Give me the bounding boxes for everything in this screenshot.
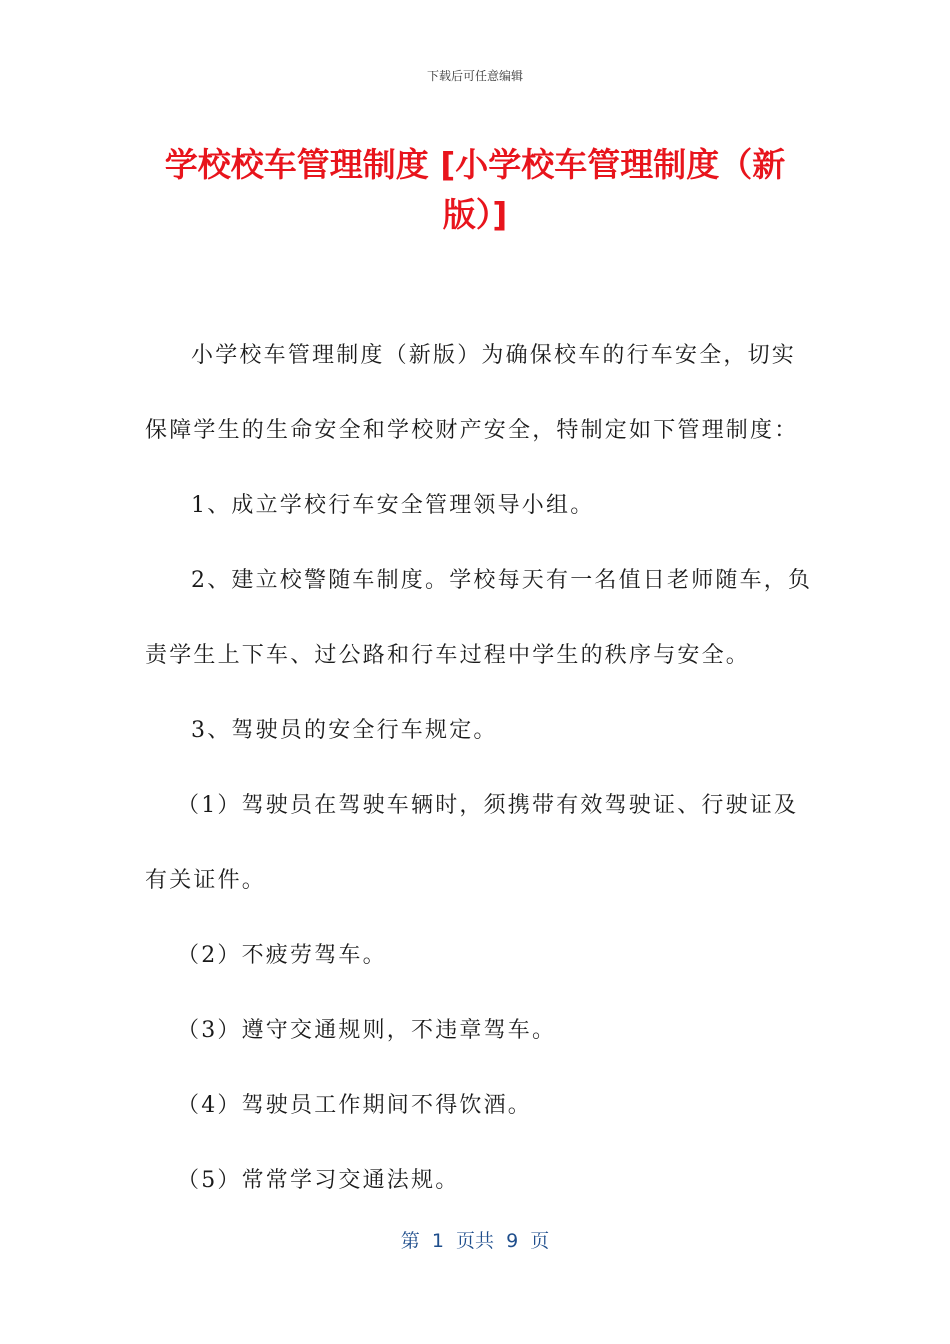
- item-3: 3、驾驶员的安全行车规定。: [191, 718, 498, 743]
- sub-item-5: （5）常常学习交通法规。: [177, 1168, 460, 1193]
- sub-item-1-line1: （1）驾驶员在驾驶车辆时，须携带有效驾驶证、行驶证及: [177, 793, 799, 818]
- intro-paragraph-line2: 保障学生的生命安全和学校财产安全，特制定如下管理制度：: [145, 418, 799, 443]
- document-title: 学校校车管理制度 [小学校车管理制度（新版）]: [164, 145, 786, 234]
- page-number-footer: 第 1 页共 9 页: [400, 1230, 550, 1252]
- item-1: 1、成立学校行车安全管理领导小组。: [191, 493, 595, 518]
- sub-item-4: （4）驾驶员工作期间不得饮酒。: [177, 1093, 532, 1118]
- item-2-line1: 2、建立校警随车制度。学校每天有一名值日老师随车，负: [191, 568, 813, 593]
- sub-item-3: （3）遵守交通规则，不违章驾车。: [177, 1018, 557, 1043]
- sub-item-1-line2: 有关证件。: [145, 868, 267, 893]
- intro-paragraph-line1: 小学校车管理制度（新版）为确保校车的行车安全，切实: [191, 343, 797, 368]
- sub-item-2: （2）不疲劳驾车。: [177, 943, 387, 968]
- item-2-line2: 责学生上下车、过公路和行车过程中学生的秩序与安全。: [145, 643, 751, 668]
- header-note: 下载后可任意编辑: [426, 69, 523, 83]
- document-body: [145, 318, 813, 1218]
